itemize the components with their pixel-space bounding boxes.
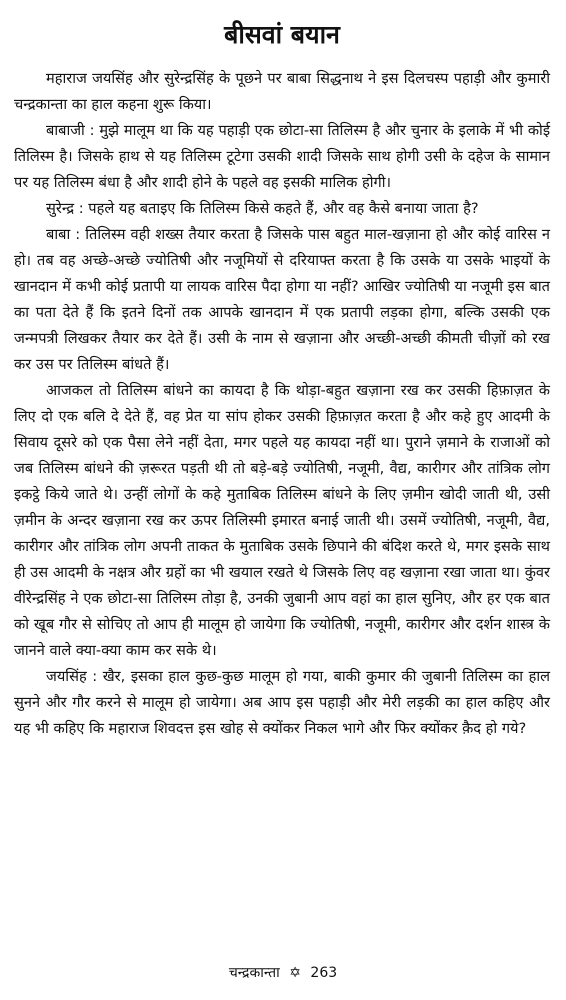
paragraph-jaisingh: जयसिंह : खैर, इसका हाल कुछ-कुछ मालूम हो गया, बाकी कुमार की जुबानी तिलिस्म का हाल सुनने और गौर करने से मालूम हो जायेगा। अब आप इस पहाड़ी और मेरी लड़की का हाल कहिए और यह भी कहिए कि महाराज शिवदत्त इस खोह से क्योंकर निकल भागे और फिर क्योंकर क़ैद हो गये?: [14, 668, 550, 737]
paragraph-babaji: बाबाजी : मुझे मालूम था कि यह पहाड़ी एक छोटा-सा तिलिस्म है और चुनार के इलाके में भी कोई तिलिस्म है। जिसके हाथ से यह तिलिस्म टूटेगा उसकी शादी जिसके साथ होगी उसी के दहेज के सामान पर यह तिलिस्म बंधा है और शादी होने के पहले वह इसकी मालिक होगी।: [14, 122, 550, 191]
star-of-david-icon: ✡: [289, 965, 301, 981]
paragraph-ajkal: आजकल तो तिलिस्म बांधने का कायदा है कि थोड़ा-बहुत खज़ाना रख कर उसकी हिफ़ाज़त के लिए दो एक बलि दे देते हैं, वह प्रेत या सांप होकर उसकी हिफ़ाज़त करता है और कहे हुए आदमी के सिवाय दूसरे को एक पैसा लेने नहीं देता, मगर पहले यह कायदा नहीं था। पुराने ज़माने के राजाओं को जब तिलिस्म बांधने की ज़रूरत पड़ती थी तो बड़े-बड़े ज्योतिषी, नजूमी, वैद्य, कारीगर और तांत्रिक लोग इकट्ठे किये जाते थे। उन्हीं लोगों के कहे मुताबिक तिलिस्म बांधने के लिए ज़मीन खोदी जाती थी, उसी ज़मीन के अन्दर खज़ाना रख कर ऊपर तिलिस्मी इमारत बनाई जाती थी। उसमें ज्योतिषी, नजूमी, वैद्य, कारीगर और तांत्रिक लोग अपनी ताकत के मुताबिक उसके छिपाने की बंदिश करते थे, मगर इसके साथ ही उस आदमी के नक्षत्र और ग्रहों का भी खयाल रखते थे जिसके लिए वह खज़ाना रखा जाता था। कुंवर वीरेन्द्रसिंह ने एक छोटा-सा तिलिस्म तोड़ा है, उनकी जुबानी आप वहां का हाल सुनिए, और हर एक बात को खूब गौर से सोचिए तो आप ही मालूम हो जायेगा कि ज्योतिषी, नजूमी, कारीगर और दर्शन शास्त्र के जानने वाले क्या-क्या काम कर सके थे।: [14, 382, 550, 659]
paragraph-intro: महाराज जयसिंह और सुरेन्द्रसिंह के पूछने पर बाबा सिद्धनाथ ने इस दिलचस्प पहाड़ी और कुमारी चन्द्रकान्ता का हाल कहना शुरू किया।: [14, 70, 550, 113]
page-number: 263: [310, 965, 338, 981]
page-footer: [0, 962, 566, 984]
chapter-title: बीसवां बयान: [224, 20, 340, 49]
paragraph-surendra: सुरेन्द्र : पहले यह बताइए कि तिलिस्म किसे कहते हैं, और वह कैसे बनाया जाता है?: [46, 200, 479, 217]
footer-book-title: चन्द्रकान्ता: [228, 965, 280, 981]
paragraph-baba: बाबा : तिलिस्म वही शख्स तैयार करता है जिसके पास बहुत माल-खज़ाना हो और कोई वारिस न हो। तब वह अच्छे-अच्छे ज्योतिषी और नजूमियों से दरियाफ्त करता है कि उसके या उसके भाइयों के खानदान में कभी कोई प्रतापी या लायक वारिस पैदा होगा या नहीं? आखिर ज्योतिषी या नजूमी इस बात का पता देते हैं कि इतने दिनों तक आपके खानदान में एक प्रतापी लड़का होगा, बल्कि उसकी एक जन्मपत्री लिखकर तैयार कर देते हैं। उसी के नाम से खज़ाना और अच्छी-अच्छी कीमती चीज़ों को रख कर उस पर तिलिस्म बांधते हैं।: [14, 226, 550, 373]
body-text: [14, 66, 550, 742]
